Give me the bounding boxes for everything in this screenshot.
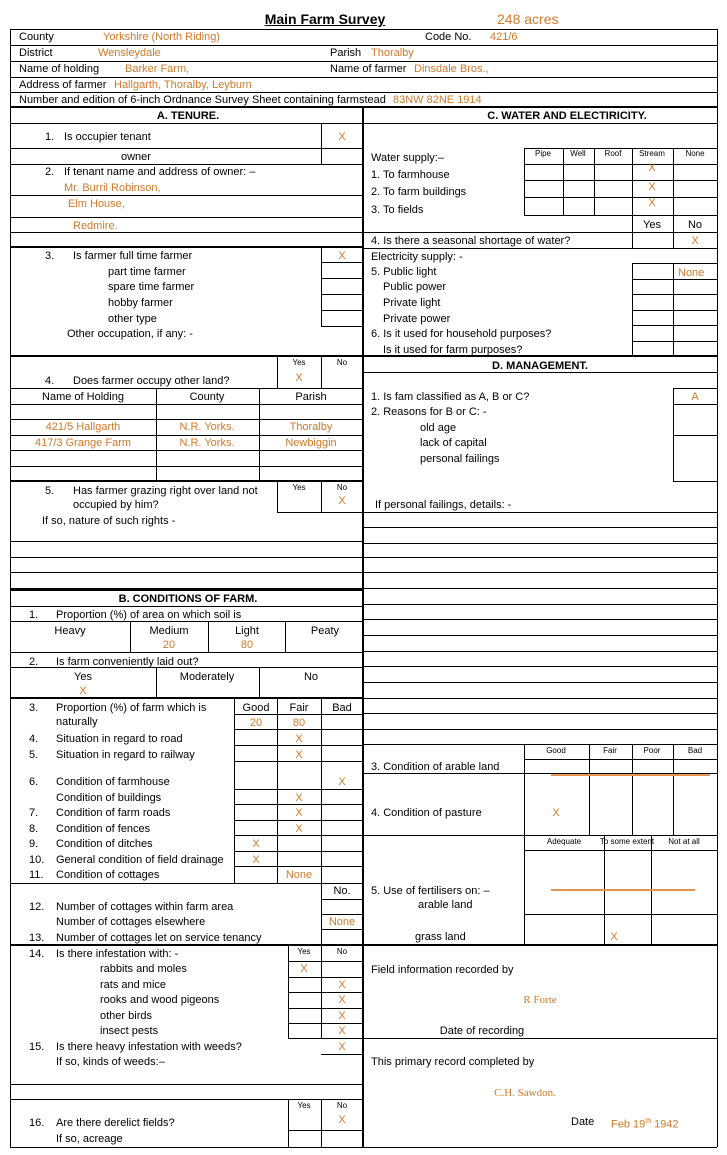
acres: 248 acres [497,11,559,27]
form-text: arable land [418,899,473,911]
rule-line [321,899,363,900]
code-value: 421/6 [490,31,518,43]
rule-line [363,744,717,745]
form-text: Parish [295,391,327,403]
section-b-heading: B. CONDITIONS OF FARM. [118,593,258,605]
form-text: Yes [297,1101,311,1110]
holding-value: Barker Farm, [125,63,190,75]
form-text: To some extent [599,837,655,846]
form-text: Is occupier tenant [64,131,151,143]
land-row-county: N.R. Yorks. [179,437,235,449]
form-text: 7. [29,807,39,819]
form-text: Are there derelict fields? [56,1117,175,1129]
rule-line [321,278,363,279]
form-text: Is there infestation with: - [56,948,179,960]
form-text: 4. Condition of pasture [371,807,482,819]
rule-line [673,435,717,436]
form-text: 5. [29,749,39,761]
rule-line [10,480,363,482]
naturally-good-value: 20 [249,717,263,729]
form-text: If so, acreage [56,1133,123,1145]
condition-mark: X [295,792,303,804]
form-text: Name of Holding [42,391,124,403]
form-text: Proportion (%) of area on which soil is [56,609,242,621]
rule-line [363,588,717,589]
rule-line [321,310,363,311]
form-text: Good [242,702,270,714]
form-text: This primary record completed by [371,1056,535,1068]
rule-line [524,215,717,216]
rule-line [363,666,717,667]
land-row-holding: 421/5 Hallgarth [45,421,121,433]
form-text: Number of cottages elsewhere [56,916,206,928]
county-value: Yorkshire (North Riding) [103,31,220,43]
stream-mark: X [648,197,656,209]
form-text: 2. [45,166,55,178]
rule-line [277,512,363,513]
form-text: Good [546,746,566,755]
rule-line [10,217,363,218]
form-text: 5. [45,485,55,497]
form-text: Number and edition of 6-inch Ordnance Survey Sheet containing farmstead [19,94,386,106]
form-text: No [336,358,348,367]
rule-line [10,246,363,248]
form-text: 3. [29,702,39,714]
entry-dash-line [551,774,710,776]
pest-mark: X [338,1025,346,1037]
rule-line [673,388,717,389]
cottage-condition-value: None [285,869,313,881]
rule-line [363,619,717,620]
form-text: 4. [29,733,39,745]
form-text: other type [108,313,157,325]
form-text: 4. Is there a seasonal shortage of water? [371,235,571,247]
farmer-value: Dinsdale Bros., [414,63,489,75]
weeds-mark: X [338,1041,346,1053]
rule-line [524,914,717,915]
pest-mark: X [338,1010,346,1022]
land-row-holding: 417/3 Grange Farm [35,437,131,449]
form-text: part time farmer [108,266,186,278]
form-text: 5. Public light [371,266,437,278]
rule-line [673,481,717,482]
rule-line [321,148,363,149]
form-text: other birds [100,1010,152,1022]
form-text: Other occupation, if any: - [67,328,193,340]
rule-line [632,325,717,326]
rule-line [10,557,363,558]
date-year: 1942 [651,1118,679,1131]
form-text: Is farm conveniently laid out? [56,656,199,668]
stream-mark: X [648,181,656,193]
form-text: Number of cottages within farm area [56,901,234,913]
form-text: If so, kinds of weeds:– [56,1056,165,1068]
form-text: Peaty [310,625,340,637]
form-text: Condition of fences [56,823,151,835]
pest-mark: X [338,979,346,991]
rule-line [10,148,321,149]
form-text: If tenant name and address of owner: – [64,166,256,178]
rule-line [632,294,717,295]
form-text: Condition of cottages [56,869,160,881]
form-text: 1. To farmhouse [371,169,450,181]
recorder-name: R Forte [523,994,557,1006]
form-text: Date of recording [439,1025,525,1037]
address-value: Hallgarth, Thoralby, Leyburn [114,79,252,91]
form-text: rooks and wood pigeons [100,994,220,1006]
soil-light-value: 80 [240,639,254,651]
form-text: Situation in regard to railway [56,749,195,761]
form-text: Poor [643,746,661,755]
rule-line [363,572,717,573]
section-a-heading: A. TENURE. [156,110,220,122]
rule-line [10,466,363,467]
rule-line [363,835,717,836]
form-text: Yes [297,947,311,956]
form-text: 5. Use of fertilisers on: – [371,885,490,897]
stream-mark: X [648,162,656,174]
date-suffix: th [645,1118,652,1125]
condition-mark: X [252,854,260,866]
form-text: Name of farmer [330,63,407,75]
form-text: Bad [687,746,703,755]
form-text: Stream [639,149,665,158]
form-text: 2. Reasons for B or C: - [371,406,487,418]
grazing-mark: X [338,495,346,507]
condition-mark: X [295,807,303,819]
rule-line [10,195,363,196]
form-text: Water supply:– [371,152,444,164]
form-text: Well [570,149,586,158]
form-text: rats and mice [100,979,167,991]
land-row-parish: Thoralby [289,421,333,433]
form-text: Heavy [54,625,86,637]
form-text: Number of cottages let on service tenancy [56,932,262,944]
form-text: Is there heavy infestation with weeds? [56,1041,242,1053]
condition-mark: X [252,838,260,850]
form-text: If personal failings, details: - [375,499,512,511]
form-text: 10. [29,854,45,866]
classification-mark: A [691,391,699,403]
form-text: No. [333,885,351,897]
form-text: Private power [383,313,451,325]
form-text: rabbits and moles [100,963,187,975]
form-text: 4. [45,375,55,387]
form-text: Parish [330,47,362,59]
form-text: No [336,947,348,956]
form-text: General condition of field drainage [56,854,224,866]
completer-name: C.H. Sawdon. [494,1087,556,1099]
form-text: Yes [292,483,306,492]
tenant-mark: X [338,131,346,143]
form-text: Yes [292,358,306,367]
section-c-heading: C. WATER AND ELECTIRICITY. [487,110,647,122]
form-text: Not at all [668,837,700,846]
rule-line [363,543,717,544]
pest-mark: X [300,963,308,975]
rule-line [632,341,717,342]
form-text: Public power [383,281,446,293]
form-text: hobby farmer [108,297,173,309]
form-text: No [687,219,703,231]
rule-line [10,541,363,542]
owner-address: Elm House, [68,198,125,210]
rule-line [288,1130,363,1131]
form-text: Condition of buildings [56,792,162,804]
condition-mark: X [338,776,346,788]
form-text: Fair [289,702,309,714]
form-text: naturally [56,716,98,728]
form-text: grass land [415,931,466,943]
form-text: Pipe [534,149,551,158]
land-row-parish: Newbiggin [285,437,337,449]
rule-line [10,355,363,357]
form-text: No [336,1101,348,1110]
rule-line [363,527,717,528]
other-land-mark: X [295,372,303,384]
rule-line [363,604,717,605]
form-text: 6. Is it used for household purposes? [371,328,552,340]
form-text: owner [121,151,151,163]
rule-line [321,294,363,295]
form-text: If so, nature of such rights - [42,515,176,527]
form-text: Condition of farm roads [56,807,171,819]
form-text: 12. [29,901,45,913]
rule-line [10,1099,363,1100]
form-text: Roof [604,149,622,158]
public-light-value: None [678,267,705,279]
rule-line [10,572,363,573]
owner-name: Mr. Burril Robinson, [64,182,161,194]
form-text: No [303,671,319,683]
layout-yes-mark: X [79,685,87,697]
soil-medium-value: 20 [162,639,176,651]
form-text: Is it used for farm purposes? [383,344,523,356]
form-text: Adequate [546,837,582,846]
form-text: District [19,47,53,59]
rule-line [363,729,717,730]
form-text: Moderately [179,671,235,683]
form-text: Proportion (%) of farm which is [56,702,207,714]
rule-line [363,651,717,652]
form-text: Medium [149,625,189,637]
district-value: Wensleydale [98,47,161,59]
naturally-fair-value: 80 [292,717,306,729]
form-text: 3. To fields [371,204,424,216]
parish-value: Thoralby [371,47,414,59]
owner-town: Redmire. [73,220,118,232]
form-text: Yes [643,219,661,231]
rule-line [363,682,717,683]
form-text: 9. [29,838,39,850]
form-text: Light [235,625,259,637]
form-text: Yes [74,671,92,683]
form-text: 11. [29,869,44,881]
form-text: insect pests [100,1025,159,1037]
form-text: Situation in regard to road [56,733,183,745]
form-text: Name of holding [19,63,100,75]
form-text: occupied by him? [73,499,159,511]
land-row-county: N.R. Yorks. [179,421,235,433]
form-text: Bad [332,702,352,714]
form-text: lack of capital [420,437,487,449]
form-text: spare time farmer [108,281,195,293]
condition-mark: X [295,823,303,835]
rule-line [363,557,717,558]
rule-line [524,850,717,851]
form-title: Main Farm Survey [264,11,386,27]
pasture-good-mark: X [552,807,560,819]
form-text: 1. [45,131,55,143]
form-text: 3. Condition of arable land [371,761,500,773]
section-d-heading: D. MANAGEMENT. [492,360,588,372]
date-day: Feb 19 [611,1118,646,1131]
form-text: 3. [45,250,55,262]
rule-line [524,759,717,760]
form-text: No [336,483,348,492]
rule-line [363,698,717,699]
date-value [611,1115,679,1132]
form-text: Electricity supply: - [371,251,463,263]
fertiliser-mark: X [610,931,618,943]
form-text: Condition of farmhouse [56,776,170,788]
form-text: Fair [603,746,617,755]
form-text: 6. [29,776,39,788]
form-text: Code No. [425,31,472,43]
rule-line [632,263,717,264]
form-text: 15. [29,1041,45,1053]
form-text: Is farmer full time farmer [73,250,193,262]
form-text: 1. [29,609,39,621]
rule-line [632,310,717,311]
form-text: 14. [29,948,45,960]
shortage-mark: X [691,235,699,247]
form-text: Field information recorded by [371,964,514,976]
condition-mark: X [295,749,303,761]
form-text: 2. [29,656,39,668]
form-text: 13. [29,932,45,944]
form-text: County [189,391,225,403]
form-text: None [685,149,705,158]
form-text: Condition of ditches [56,838,153,850]
date-label: Date [571,1116,595,1128]
form-text: 8. [29,823,39,835]
rule-line [321,326,363,327]
pest-mark: X [338,994,346,1006]
form-text: personal failings [420,453,500,465]
os-sheet-value: 83NW 82NE 1914 [393,94,482,106]
form-text: Address of farmer [19,79,107,91]
form-text: County [19,31,54,43]
rule-line [524,835,525,945]
form-text: 1. Is fam classified as A, B or C? [371,391,530,403]
form-text: Has farmer grazing right over land not [73,485,258,497]
full-time-mark: X [338,250,346,262]
entry-dash-line [551,889,695,891]
rule-line [10,589,363,591]
derelict-mark: X [338,1114,346,1126]
rule-line [10,232,363,233]
form-text: old age [420,422,457,434]
form-text: 16. [29,1117,45,1129]
form-text: Does farmer occupy other land? [73,375,230,387]
form-text: 2. To farm buildings [371,186,467,198]
cottages-elsewhere-value: None [328,916,356,928]
condition-mark: X [295,733,303,745]
form-text: Private light [383,297,441,309]
rule-line [10,1084,363,1085]
